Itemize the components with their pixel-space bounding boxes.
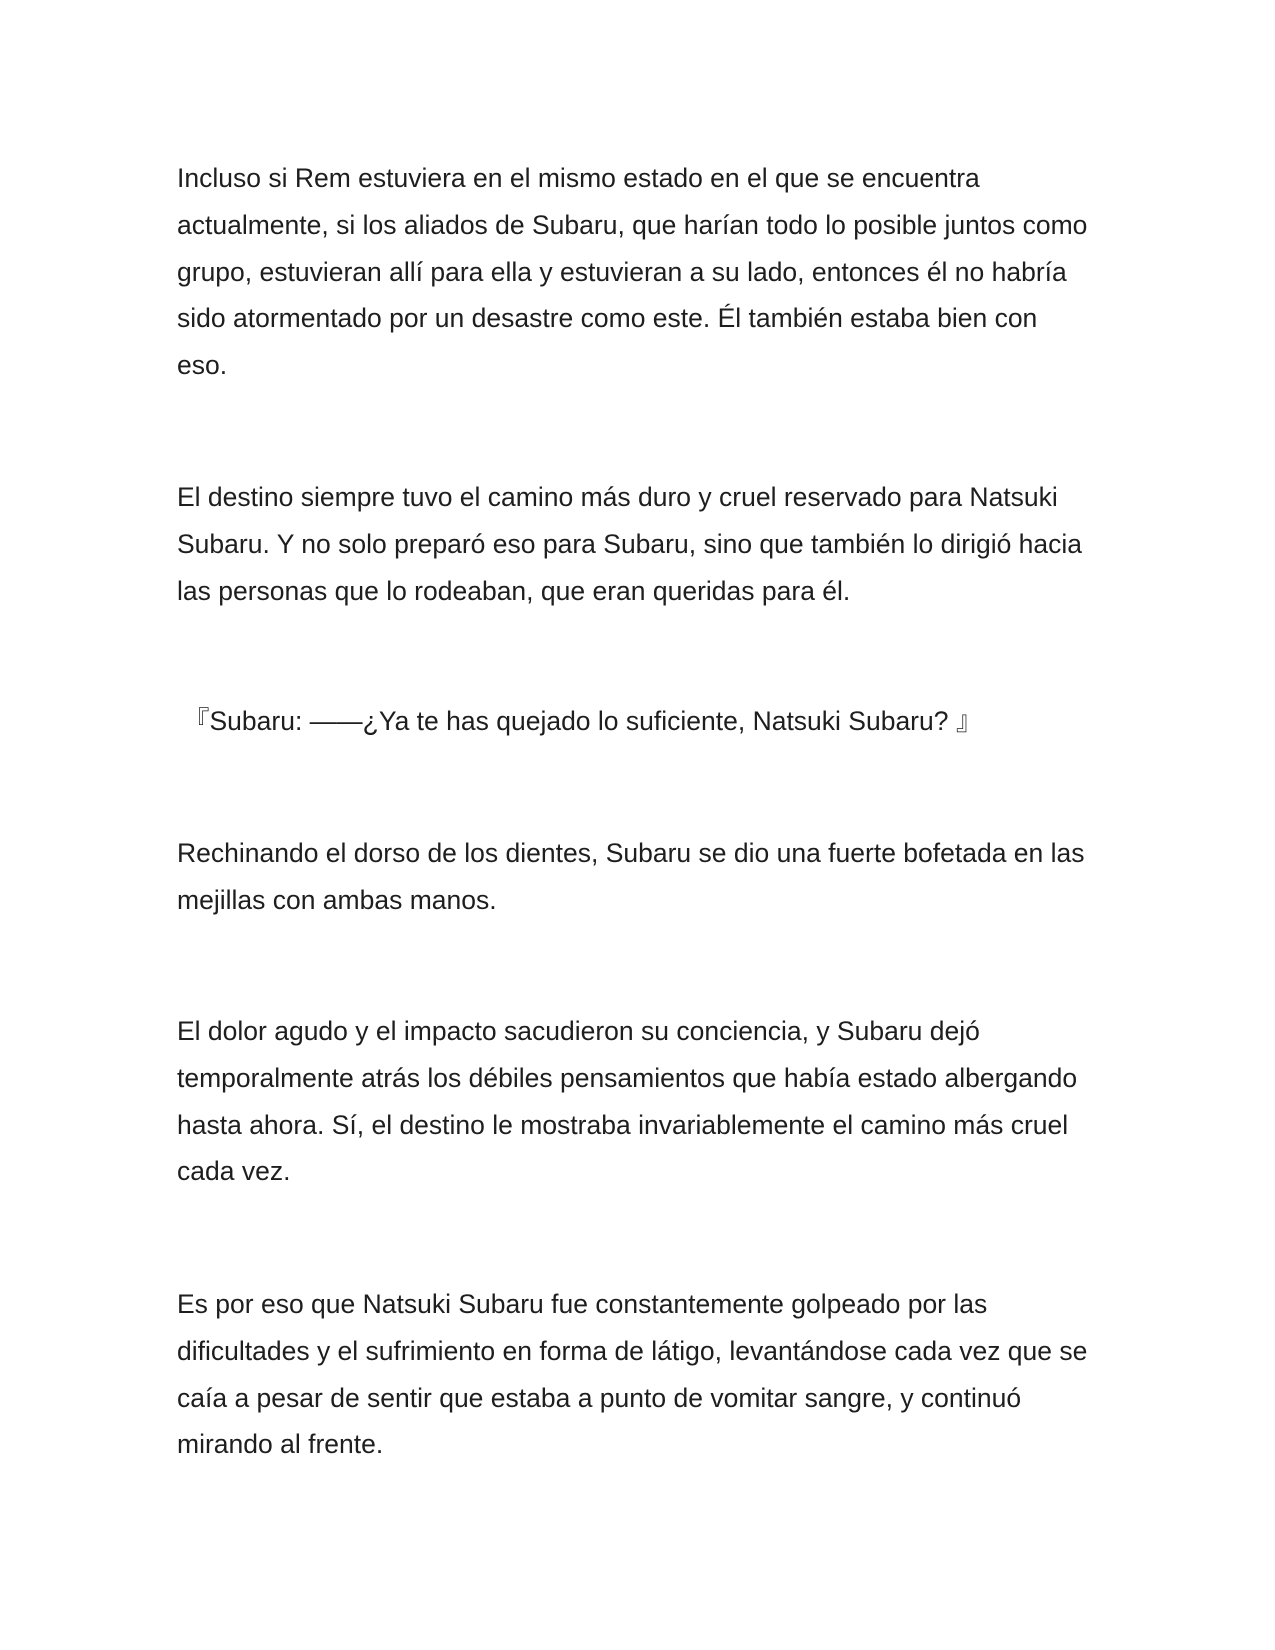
paragraph-line: mirando al frente. <box>177 1429 384 1460</box>
dialogue-line <box>183 698 1113 745</box>
paragraph-6 <box>177 1281 1107 1468</box>
paragraph-line: El destino siempre tuvo el camino más duro y cruel reservado para Natsuki <box>177 482 1058 512</box>
paragraph-line: cada vez. <box>177 1156 291 1187</box>
paragraph-line: mejillas con ambas manos. <box>177 884 497 915</box>
paragraph-line: Rechinando el dorso de los dientes, Subaru se dio una fuerte bofetada en las <box>177 838 1085 868</box>
paragraph-line: temporalmente atrás los débiles pensamientos que había estado albergando <box>177 1062 1078 1093</box>
paragraph-4 <box>177 830 1107 924</box>
paragraph-1 <box>177 155 1107 389</box>
paragraph-line: dificultades y el sufrimiento en forma de látigo, levantándose cada vez que se <box>177 1335 1088 1366</box>
paragraph-line: las personas que lo rodeaban, que eran queridas para él. <box>177 575 851 606</box>
paragraph-line: hasta ahora. Sí, el destino le mostraba invariablemente el camino más cruel <box>177 1109 1069 1140</box>
paragraph-line: caía a pesar de sentir que estaba a punto de vomitar sangre, y continuó <box>177 1382 1022 1413</box>
paragraph-line: Subaru. Y no solo preparó eso para Subaru, sino que también lo dirigió hacia <box>177 528 1083 559</box>
paragraph-line: sido atormentado por un desastre como este. Él también estaba bien con <box>177 303 1038 334</box>
paragraph-line: Es por eso que Natsuki Subaru fue constantemente golpeado por las <box>177 1289 988 1319</box>
paragraph-line: Incluso si Rem estuviera en el mismo estado en el que se encuentra <box>177 163 980 193</box>
paragraph-line: El dolor agudo y el impacto sacudieron su conciencia, y Subaru dejó <box>177 1016 980 1046</box>
paragraph-5 <box>177 1008 1107 1195</box>
paragraph-line: eso. <box>177 350 228 381</box>
paragraph-line: actualmente, si los aliados de Subaru, que harían todo lo posible juntos como <box>177 209 1088 240</box>
paragraph-line: grupo, estuvieran allí para ella y estuvieran a su lado, entonces él no habría <box>177 256 1067 287</box>
paragraph-2 <box>177 474 1107 614</box>
paragraph-line: 『Subaru: ——¿Ya te has quejado lo suficiente, Natsuki Subaru? 』 <box>183 706 983 736</box>
